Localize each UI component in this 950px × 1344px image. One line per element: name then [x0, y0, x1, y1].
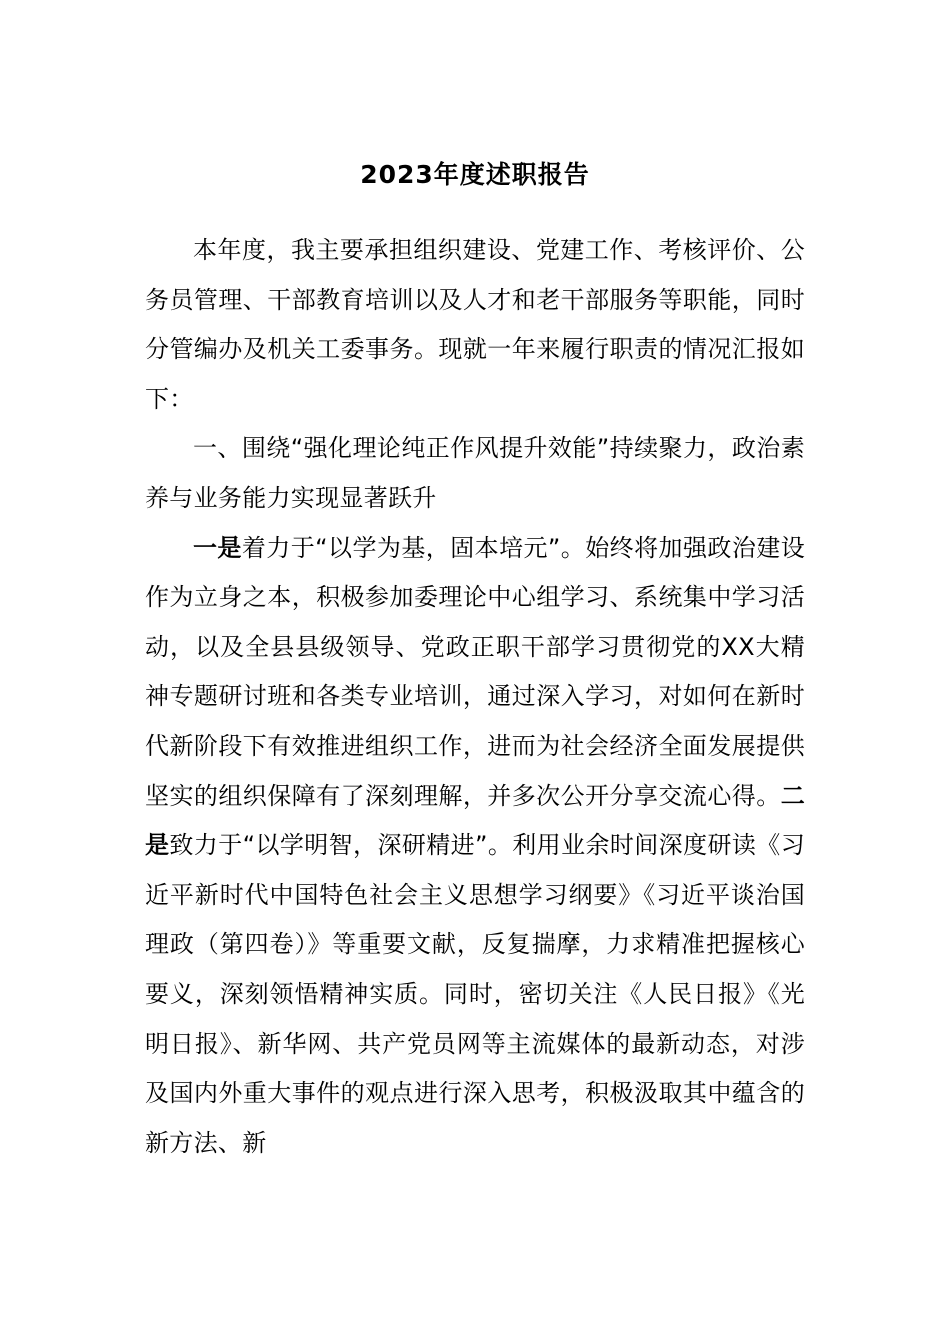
- point-two-text: 致力于“以学明智，深研精进”。利用业余时间深度研读《习近平新时代中国特色社会主义思想学习纲要》《习近平谈治国理政（第四卷）》等重要文献，反复揣摩，力求精准把握核心要义，深刻领悟精神实质。同时，密切关注《人民日报》《光明日报》、新华网、共产党员网等主流媒体的最新动态，对涉及国内外重大事件的观点进行深入思考，积极汲取其中蕴含的新方法、新: [145, 831, 805, 1157]
- point-two-lead: 二是: [145, 781, 805, 860]
- section-paragraph: [145, 524, 805, 1169]
- section-heading: 一、围绕“强化理论纯正作风提升效能”持续聚力，政治素养与业务能力实现显著跃升: [145, 434, 805, 512]
- point-one-text: 着力于“以学为基，固本培元”。始终将加强政治建设作为立身之本，积极参加委理论中心组学习、系统集中学习活动，以及全县县级领导、党政正职干部学习贯彻党的XX大精神专题研讨班和各类专业培训，通过深入学习，对如何在新时代新阶段下有效推进组织工作，进而为社会经济全面发展提供坚实的组织保障有了深刻理解，并多次公开分享交流心得。: [145, 533, 805, 810]
- document-body: [145, 226, 805, 1168]
- intro-paragraph: 本年度，我主要承担组织建设、党建工作、考核评价、公务员管理、干部教育培训以及人才和老干部服务等职能，同时分管编办及机关工委事务。现就一年来履行职责的情况汇报如下：: [145, 236, 805, 413]
- document-title: 2023年度述职报告: [360, 160, 590, 189]
- point-one-lead: 一是: [193, 533, 242, 562]
